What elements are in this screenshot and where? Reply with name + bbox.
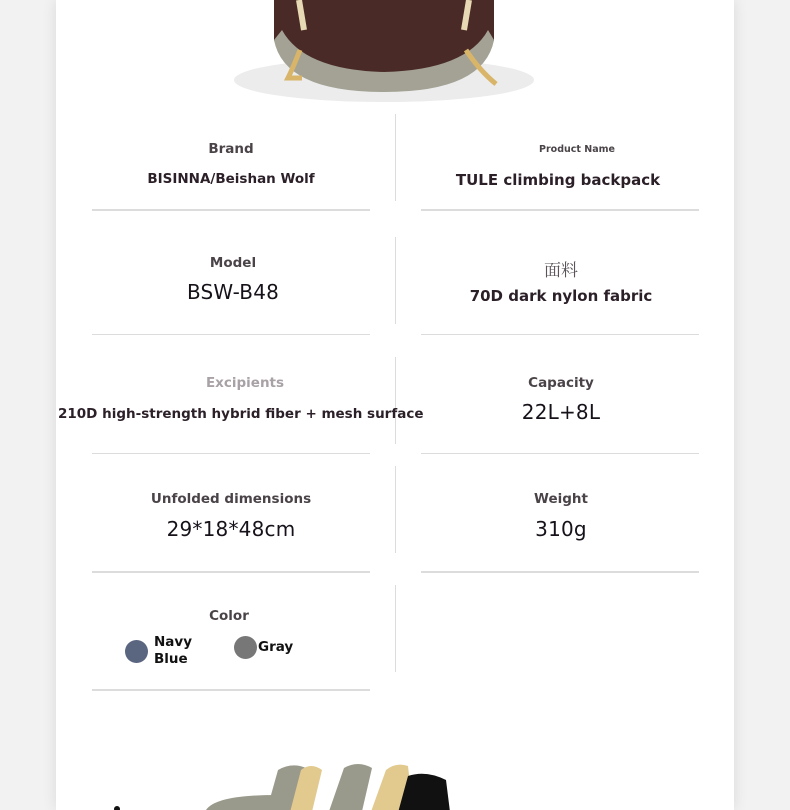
column-divider [395, 114, 396, 201]
weight-label: Weight [534, 491, 588, 507]
row-divider [421, 453, 699, 454]
excipients-value: 210D high-strength hybrid fiber + mesh surface [58, 406, 424, 422]
model-value: BSW-B48 [186, 280, 280, 304]
color-label: Color [209, 608, 249, 624]
row-divider [92, 453, 370, 454]
row-divider [92, 571, 370, 573]
capacity-label: Capacity [528, 375, 594, 391]
product-name-label-cell [476, 144, 678, 155]
excipients-label: Excipients [205, 375, 285, 391]
row-divider [92, 689, 370, 691]
unfolded-dimensions-cell [90, 491, 372, 541]
model-cell [92, 255, 374, 304]
weight-cell [420, 491, 702, 541]
column-divider [395, 237, 396, 324]
row-divider [421, 571, 699, 573]
row-divider [92, 334, 370, 335]
column-divider [395, 466, 396, 553]
weight-value: 310g [535, 517, 587, 541]
column-divider [395, 585, 396, 672]
capacity-cell [420, 375, 702, 424]
brand-cell [90, 141, 372, 187]
color-option-label: Navy Blue [154, 634, 193, 667]
gray-swatch [234, 636, 257, 659]
color-label-cell [156, 608, 302, 624]
product-spec-card [56, 0, 734, 810]
brand-label: Brand [208, 141, 254, 157]
excipients-value-cell [58, 406, 424, 422]
fabric-cell [420, 256, 702, 305]
model-label: Model [209, 255, 257, 271]
row-divider [92, 209, 370, 211]
backpack-bottom-image [96, 740, 516, 810]
brand-value: BISINNA/Beishan Wolf [147, 171, 315, 187]
unfolded-dimensions-value: 29*18*48cm [166, 517, 296, 541]
color-option-gray[interactable] [234, 636, 293, 659]
column-divider [395, 357, 396, 444]
navy-blue-swatch [125, 640, 148, 663]
product-name-value: TULE climbing backpack [455, 171, 661, 189]
capacity-value: 22L+8L [521, 400, 601, 424]
color-option-navy-blue[interactable] [125, 634, 192, 668]
product-name-cell [418, 171, 698, 189]
row-divider [421, 334, 699, 335]
fabric-value: 70D dark nylon fabric [469, 287, 653, 305]
unfolded-dimensions-label: Unfolded dimensions [150, 491, 312, 507]
fabric-label: 面料 [544, 261, 578, 281]
row-divider [421, 209, 699, 211]
product-name-label: Product Name [539, 144, 615, 155]
backpack-top-image [204, 0, 564, 110]
excipients-label-cell [160, 375, 330, 391]
color-option-label: Gray [258, 639, 294, 655]
